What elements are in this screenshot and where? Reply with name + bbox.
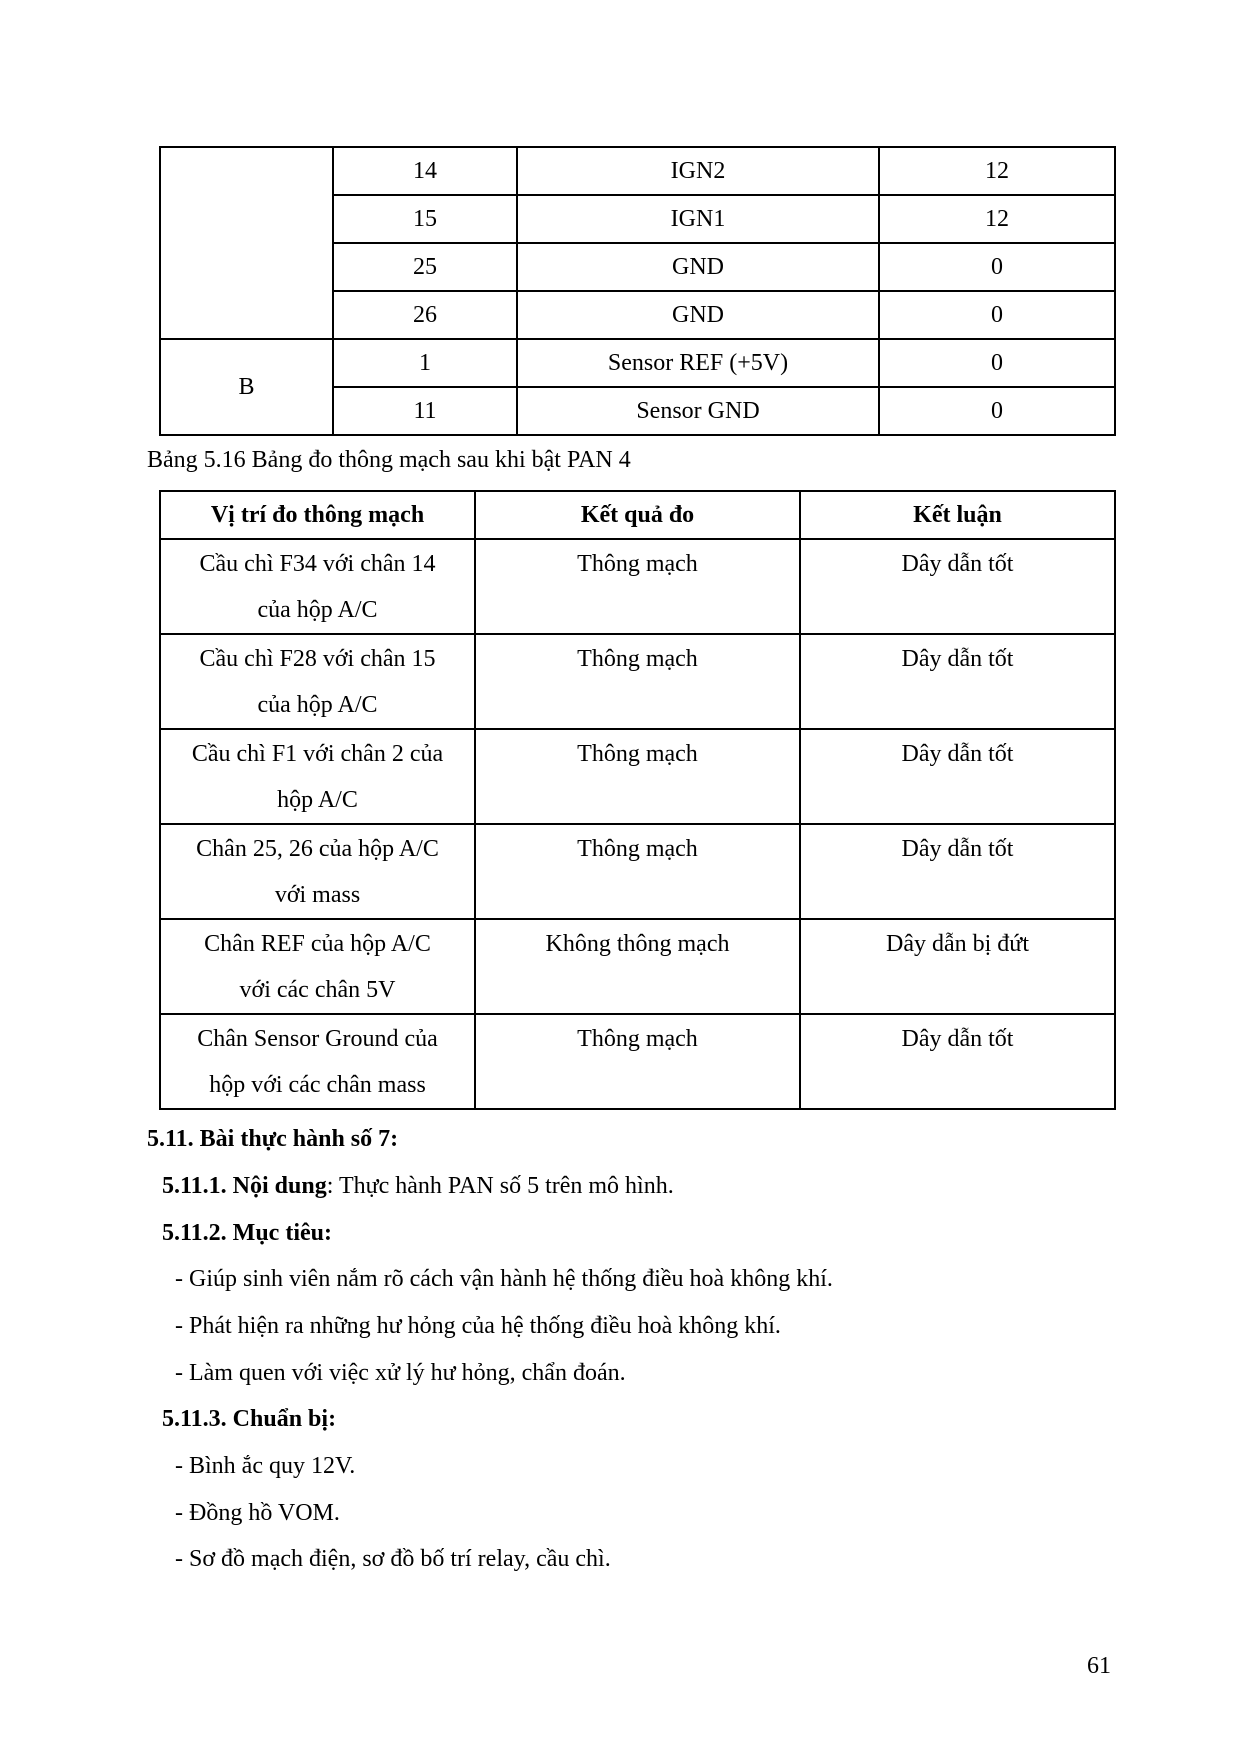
table-header-row <box>160 491 1115 539</box>
position-cell <box>160 729 475 824</box>
value-cell: 0 <box>879 243 1115 291</box>
table-row <box>160 634 1115 729</box>
position-line: Chân Sensor Ground của <box>197 1026 438 1052</box>
pin-cell: 26 <box>333 291 517 339</box>
column-header: Kết quả đo <box>475 491 800 539</box>
table-row <box>160 339 1115 387</box>
content-line <box>162 1173 674 1200</box>
result-cell: Thông mạch <box>475 634 800 729</box>
value-cell: 12 <box>879 195 1115 243</box>
table-caption: Bảng 5.16 Bảng đo thông mạch sau khi bật PAN 4 <box>147 447 631 473</box>
result-cell: Không thông mạch <box>475 919 800 1014</box>
table-row <box>160 539 1115 634</box>
position-line: Cầu chì F1 với chân 2 của <box>191 741 444 767</box>
section-heading: 5.11. Bài thực hành số 7: <box>147 1126 399 1152</box>
position-cell <box>160 919 475 1014</box>
position-cell <box>160 634 475 729</box>
signal-cell: IGN2 <box>517 147 879 195</box>
position-line: Chân REF của hộp A/C <box>204 931 431 957</box>
group-cell: B <box>160 339 333 435</box>
table-row <box>160 824 1115 919</box>
prep-item: - Bình ắc quy 12V. <box>175 1453 356 1479</box>
conclusion-cell: Dây dẫn tốt <box>800 634 1115 729</box>
table-row <box>160 1014 1115 1109</box>
value-cell: 0 <box>879 387 1115 435</box>
position-line: hộp A/C <box>277 787 358 813</box>
conclusion-cell: Dây dẫn bị đứt <box>800 919 1115 1014</box>
result-cell: Thông mạch <box>475 729 800 824</box>
goal-item: - Phát hiện ra những hư hỏng của hệ thống điều hoà không khí. <box>175 1313 781 1339</box>
value-cell: 0 <box>879 291 1115 339</box>
position-line: Cầu chì F28 với chân 15 <box>199 646 436 672</box>
conclusion-cell: Dây dẫn tốt <box>800 539 1115 634</box>
pin-cell: 1 <box>333 339 517 387</box>
prep-item: - Đồng hồ VOM. <box>175 1500 340 1526</box>
position-line: Cầu chì F34 với chân 14 <box>199 551 436 577</box>
position-line: Chân 25, 26 của hộp A/C <box>196 836 439 862</box>
pin-cell: 14 <box>333 147 517 195</box>
signal-cell: Sensor REF (+5V) <box>517 339 879 387</box>
value-cell: 0 <box>879 339 1115 387</box>
position-line: của hộp A/C <box>257 692 378 718</box>
result-cell: Thông mạch <box>475 539 800 634</box>
group-cell <box>160 147 333 339</box>
prep-item: - Sơ đồ mạch điện, sơ đồ bố trí relay, cầu chì. <box>175 1546 611 1572</box>
conclusion-cell: Dây dẫn tốt <box>800 824 1115 919</box>
goal-item: - Giúp sinh viên nắm rõ cách vận hành hệ thống điều hoà không khí. <box>175 1266 833 1292</box>
continuity-table <box>159 490 1116 1110</box>
position-line: với các chân 5V <box>239 977 396 1003</box>
content-text: : Thực hành PAN số 5 trên mô hình. <box>326 1173 674 1199</box>
position-cell <box>160 539 475 634</box>
signal-cell: IGN1 <box>517 195 879 243</box>
signal-cell: Sensor GND <box>517 387 879 435</box>
prep-heading: 5.11.3. Chuẩn bị: <box>162 1406 337 1432</box>
table-row <box>160 729 1115 824</box>
signal-cell: GND <box>517 243 879 291</box>
position-line: của hộp A/C <box>257 597 378 623</box>
conclusion-cell: Dây dẫn tốt <box>800 1014 1115 1109</box>
content-label: 5.11.1. Nội dung <box>162 1173 327 1199</box>
position-line: với mass <box>274 882 361 908</box>
column-header: Kết luận <box>800 491 1115 539</box>
position-cell <box>160 824 475 919</box>
goal-item: - Làm quen với việc xử lý hư hỏng, chẩn đoán. <box>175 1360 626 1386</box>
pin-cell: 15 <box>333 195 517 243</box>
position-line: hộp với các chân mass <box>209 1072 426 1098</box>
value-cell: 12 <box>879 147 1115 195</box>
signal-cell: GND <box>517 291 879 339</box>
position-cell <box>160 1014 475 1109</box>
result-cell: Thông mạch <box>475 1014 800 1109</box>
page-number: 61 <box>1087 1653 1111 1679</box>
table-row <box>160 147 1115 195</box>
conclusion-cell: Dây dẫn tốt <box>800 729 1115 824</box>
table-row <box>160 919 1115 1014</box>
pin-cell: 25 <box>333 243 517 291</box>
goal-heading: 5.11.2. Mục tiêu: <box>162 1220 332 1246</box>
pin-voltage-table <box>159 146 1116 436</box>
result-cell: Thông mạch <box>475 824 800 919</box>
column-header: Vị trí đo thông mạch <box>160 491 475 539</box>
pin-cell: 11 <box>333 387 517 435</box>
